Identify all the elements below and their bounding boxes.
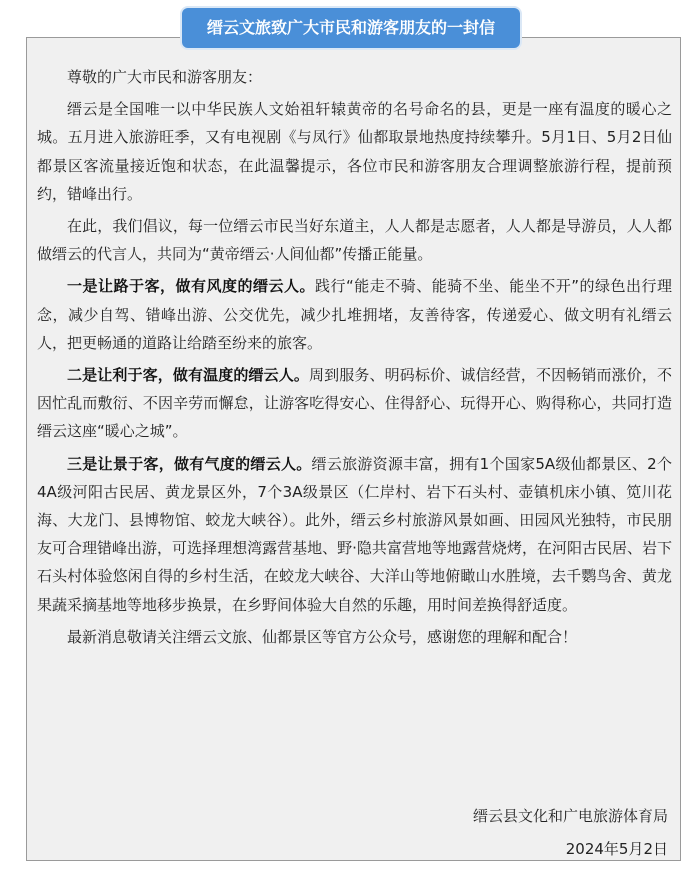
signature-org: 缙云县文化和广电旅游体育局	[472, 807, 668, 825]
letter-box	[26, 37, 681, 861]
letter-body	[37, 63, 672, 655]
paragraph-text: 周到服务、明码标价、诚信经营，不因畅销而涨价，不因忙乱而敷衍、不因辛劳而懈怠，让游客吃得安心、住得舒心、玩得开心、购得称心，共同打造缙云这座“暖心之城”。	[37, 366, 672, 441]
paragraph-text: 缙云旅游资源丰富，拥有1个国家5A级仙都景区、2个4A级河阳古民居、黄龙景区外，7个3A级景区（仁岸村、岩下石头村、壶镇机床小镇、笕川花海、大龙门、县博物馆、蛟龙大峡谷）。此外，缙云乡村旅游风景如画、田园风光独特，市民朋友可合理错峰出游，可选择理想湾露营基地、野·隐共富营地等地露营烧烤，在河阳古民居、岩下石头村体验悠闲自得的乡村生活，在蛟龙大峡谷、大洋山等地俯瞰山水胜境，去千鹦鸟舍、黄龙果蔬采摘基地等地移步换景，在乡野间体验大自然的乐趣，用时间差换得舒适度。	[37, 454, 672, 614]
paragraph-text: 缙云是全国唯一以中华民族人文始祖轩辕黄帝的名号命名的县，更是一座有温度的暖心之城。五月进入旅游旺季，又有电视剧《与凤行》仙都取景地热度持续攀升。5月1日、5月2日仙都景区客流量接近饱和状态，在此温馨提示，各位市民和游客朋友合理调整旅游行程，提前预约，错峰出行。	[37, 100, 672, 203]
letter-title: 缙云文旅致广大市民和游客朋友的一封信	[182, 8, 520, 48]
signature-date: 2024年5月2日	[565, 840, 668, 858]
salutation: 尊敬的广大市民和游客朋友：	[67, 68, 263, 86]
paragraph-lead: 一是让路于客，做有风度的缙云人。	[67, 277, 315, 296]
paragraph-text: 践行“能走不骑、能骑不坐、能坐不开”的绿色出行理念，减少自驾、错峰出游、公交优先，减少扎堆拥堵，友善待客，传递爱心、做文明有礼缙云人，把更畅通的道路让给踏至纷来的旅客。	[37, 277, 672, 352]
paragraph-text: 在此，我们倡议，每一位缙云市民当好东道主，人人都是志愿者，人人都是导游员，人人都做缙云的代言人，共同为“黄帝缙云·人间仙都”传播正能量。	[37, 217, 672, 264]
paragraph-3	[37, 272, 672, 357]
paragraph-1	[37, 95, 672, 208]
paragraph-lead: 二是让利于客，做有温度的缙云人。	[67, 366, 310, 385]
paragraph-2	[37, 212, 672, 268]
paragraph-6	[37, 623, 672, 651]
paragraph-5	[37, 450, 672, 619]
paragraph-text: 最新消息敬请关注缙云文旅、仙都景区等官方公众号，感谢您的理解和配合！	[67, 627, 578, 646]
paragraph-4	[37, 361, 672, 446]
paragraph-lead: 三是让景于客，做有气度的缙云人。	[67, 454, 312, 473]
